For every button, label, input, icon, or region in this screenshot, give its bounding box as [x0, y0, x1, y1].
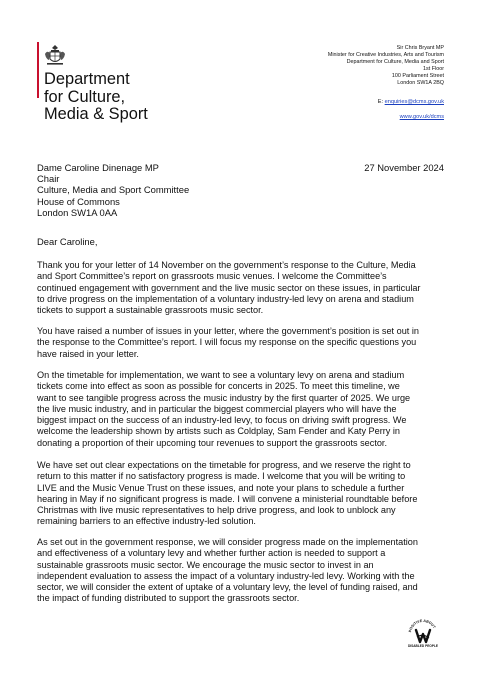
- svg-text:POSITIVE ABOUT: POSITIVE ABOUT: [408, 618, 437, 633]
- paragraph-line: Thank you for your letter of 14 November on the government’s response to the Culture, Media: [37, 260, 416, 270]
- royal-crest-icon: [42, 42, 68, 68]
- disability-confident-logo-icon: [406, 615, 440, 649]
- email-prefix: E:: [377, 99, 385, 105]
- paragraph-line: return to this matter if no satisfactory progress is made. I welcome that you will be writing to: [37, 471, 406, 482]
- recipient-line: House of Commons: [37, 195, 120, 207]
- paragraph-line: We have set out clear expectations on the timetable for progress, and we reserve the right to: [37, 460, 411, 470]
- paragraph-line: have raised in your letter.: [37, 348, 139, 359]
- paragraph-line: the live music industry, and in particular the biggest commercial players who will have the: [37, 403, 397, 414]
- sender-line: 100 Parliament Street: [391, 72, 444, 79]
- paragraph-line: biggest impact on the success of an industry-led levy, to focus on driving swift progress. We: [37, 415, 407, 426]
- body-paragraph: [37, 326, 447, 360]
- brand-accent-bar: [37, 42, 39, 98]
- paragraph-line: continued engagement with government and the live music sector on these issues, in particular: [37, 282, 421, 293]
- paragraph-line: Christmas with live music representatives to help drive progress, and look to unblock any: [37, 505, 396, 516]
- paragraph-line: hearing in May if no significant progress is made. I will convene a ministerial roundtable before: [37, 493, 418, 504]
- paragraph-line: welcome the leadership shown by artists such as Coldplay, Sam Fender and Katy Perry in: [37, 426, 400, 437]
- sender-address: [328, 45, 444, 86]
- salutation: Dear Caroline,: [37, 236, 98, 247]
- department-line: Department: [44, 70, 130, 88]
- recipient-line: London SW1A 0AA: [37, 206, 118, 218]
- paragraph-line: On the timetable for implementation, we want to see a voluntary levy on arena and stadium: [37, 370, 405, 380]
- paragraph-line: the response to the Committee’s report. I will focus my response on the specific questions you: [37, 337, 417, 348]
- letter-date: 27 November 2024: [364, 162, 444, 173]
- paragraph-line: to drive progress on the implementation of a voluntary industry-led levy on arena and stadium: [37, 293, 414, 304]
- sender-line: London SW1A 2BQ: [397, 79, 444, 86]
- paragraph-line: tickets come into effect as soon as possible for concerts in 2025. To meet this timeline, we: [37, 381, 400, 392]
- recipient-line: Dame Caroline Dinenage MP: [37, 162, 159, 173]
- email-link[interactable]: enquiries@dcms.gov.uk: [384, 99, 444, 105]
- website-contact: [400, 114, 444, 120]
- website-link[interactable]: www.gov.uk/dcms: [399, 114, 444, 120]
- department-name: [44, 71, 148, 124]
- sender-line: Minister for Creative Industries, Arts and Tourism: [327, 51, 444, 58]
- paragraph-line: independent evaluation to assess the impact of a voluntary industry-led levy. Working with the: [37, 570, 415, 581]
- recipient-line: Chair: [37, 173, 60, 185]
- paragraph-line: LIVE and the Music Venue Trust on these issues, and note your plans to schedule a further: [37, 482, 405, 493]
- sender-line: 1st Floor: [423, 65, 444, 72]
- paragraph-line: sector, we will consider the extent of uptake of a voluntary levy, the level of funding raised, and: [37, 582, 418, 593]
- paragraph-line: remaining barriers to an effective industry-led solution.: [37, 516, 256, 527]
- recipient-address: [37, 162, 189, 218]
- department-line: Media & Sport: [44, 105, 148, 124]
- body-paragraph: [37, 260, 447, 316]
- paragraph-line: and Sport Committee’s report on grassroots music venues. I welcome the Committee’s: [37, 271, 387, 282]
- paragraph-line: You have raised a number of issues in your letter, where the government’s position is set out in: [37, 326, 419, 336]
- paragraph-line: As set out in the government response, we will consider progress made on the implementation: [37, 537, 418, 547]
- svg-text:DISABLED PEOPLE: DISABLED PEOPLE: [407, 644, 439, 648]
- sender-line: Sir Chris Bryant MP: [396, 45, 444, 51]
- body-paragraph: [37, 370, 447, 449]
- paragraph-line: sustainable grassroots music sector. We encourage the music sector to invest in an: [37, 559, 374, 570]
- paragraph-line: and effectiveness of a voluntary levy and whether further action is needed to support a: [37, 548, 386, 559]
- body-paragraph: [37, 537, 447, 605]
- recipient-line: Culture, Media and Sport Committee: [37, 184, 190, 196]
- paragraph-line: tickets to support a sustainable grassroots music sector.: [37, 305, 264, 316]
- email-contact: [378, 99, 444, 105]
- body-paragraph: [37, 460, 447, 528]
- sender-line: Department for Culture, Media and Sport: [346, 58, 444, 65]
- paragraph-line: want to see tangible progress across the music industry by the first quarter of 2025. We urge: [37, 392, 411, 403]
- department-line: for Culture,: [44, 87, 126, 106]
- paragraph-line: the impact of funding distributed to support the grassroots sector.: [37, 593, 300, 604]
- paragraph-line: donating a proportion of their upcoming tour revenues to support the grassroots sector.: [37, 437, 387, 448]
